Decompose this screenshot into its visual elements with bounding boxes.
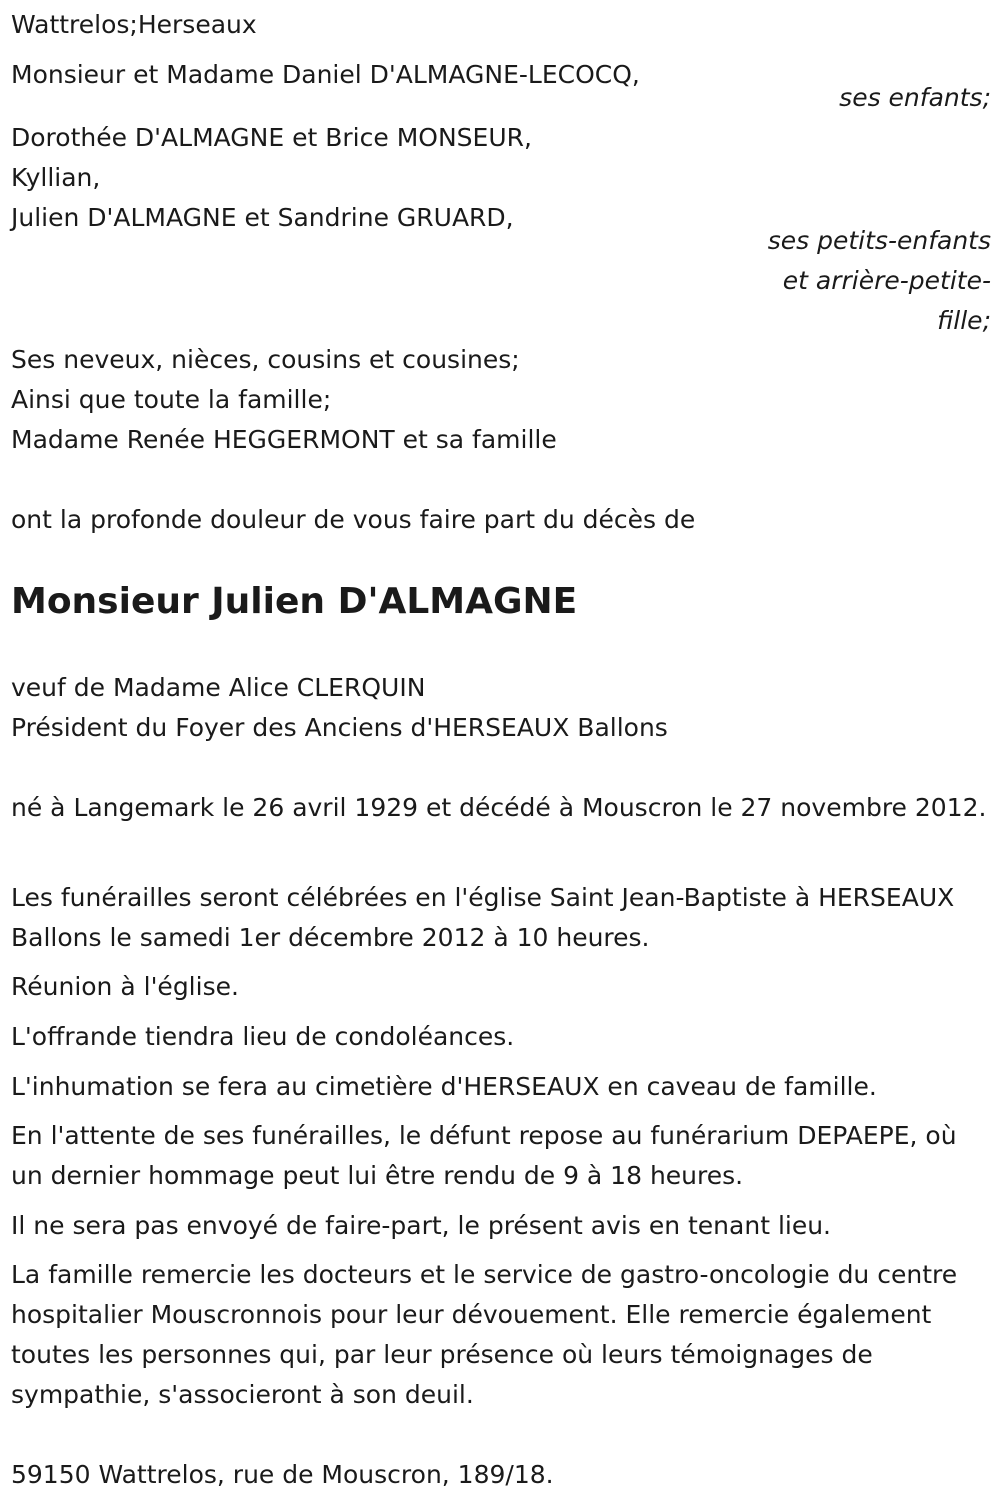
grandchildren-role-1: ses petits-enfants xyxy=(767,226,991,255)
announcement-text: ont la profonde douleur de vous faire part du décès de xyxy=(11,505,696,534)
burial-paragraph: L'inhumation se fera au cimetière d'HERSEAUX en caveau de famille. xyxy=(11,1072,877,1101)
grandchildren-role-2: et arrière-petite- xyxy=(782,266,991,295)
location-header: Wattrelos;Herseaux xyxy=(11,10,257,39)
title-line: Président du Foyer des Anciens d'HERSEAUX Ballons xyxy=(11,713,668,742)
deceased-name: Monsieur Julien D'ALMAGNE xyxy=(11,581,578,622)
funerarium-paragraph: En l'attente de ses funérailles, le défunt repose au funérarium DEPAEPE, où un dernier hommage peut lui être rendu de 9 à 18 heures. xyxy=(11,1121,957,1190)
grandchild-line-1: Dorothée D'ALMAGNE et Brice MONSEUR, xyxy=(11,123,532,152)
thanks-paragraph: La famille remercie les docteurs et le service de gastro-oncologie du centre hospitalier Mouscronnois pour leur dévouement. Elle remercie également toutes les personnes qui, par leur présence où leurs témoignages de sympathie, s'associeront à son deuil. xyxy=(11,1260,958,1409)
address-line: 59150 Wattrelos, rue de Mouscron, 189/18. xyxy=(11,1460,554,1489)
other-family-line-2: Ainsi que toute la famille; xyxy=(11,385,332,414)
other-family-line-1: Ses neveux, nièces, cousins et cousines; xyxy=(11,345,520,374)
offering-paragraph: L'offrande tiendra lieu de condoléances. xyxy=(11,1022,515,1051)
grandchild-line-2: Kyllian, xyxy=(11,163,101,192)
grandchild-line-3: Julien D'ALMAGNE et Sandrine GRUARD, xyxy=(11,203,514,232)
no-cards-paragraph: Il ne sera pas envoyé de faire-part, le présent avis en tenant lieu. xyxy=(11,1211,832,1240)
other-family-line-3: Madame Renée HEGGERMONT et sa famille xyxy=(11,425,557,454)
birth-death-paragraph: né à Langemark le 26 avril 1929 et décédé à Mouscron le 27 novembre 2012. xyxy=(11,793,987,822)
meeting-paragraph: Réunion à l'église. xyxy=(11,972,239,1001)
widow-line: veuf de Madame Alice CLERQUIN xyxy=(11,673,426,702)
obituary-notice xyxy=(11,0,991,1509)
children-role: ses enfants; xyxy=(839,83,991,112)
grandchildren-role-3: fille; xyxy=(937,306,991,335)
children-line: Monsieur et Madame Daniel D'ALMAGNE-LECOCQ, xyxy=(11,60,640,89)
funeral-paragraph: Les funérailles seront célébrées en l'église Saint Jean-Baptiste à HERSEAUX Ballons le samedi 1er décembre 2012 à 10 heures. xyxy=(11,883,955,952)
